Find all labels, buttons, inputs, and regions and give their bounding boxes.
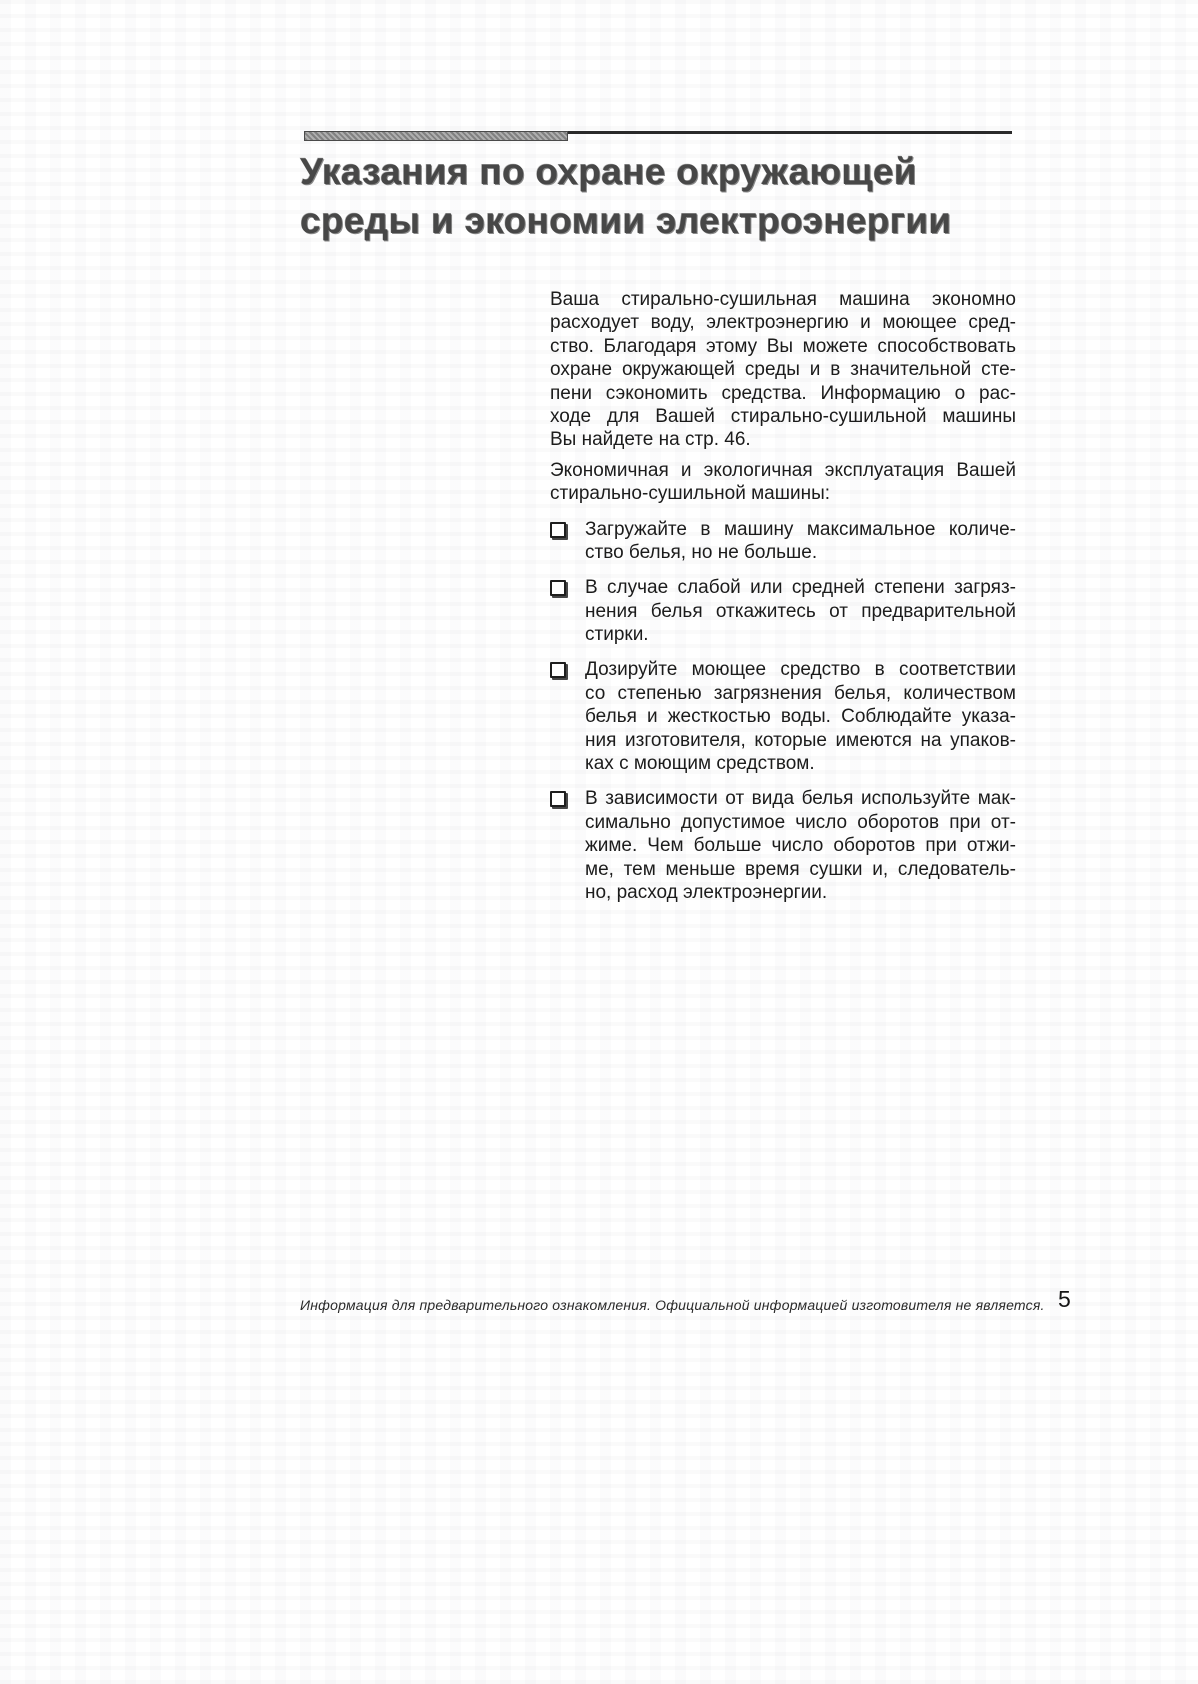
bullet-marker-cell [550, 576, 585, 646]
page-title-line-2: среды и экономии электроэнергии [300, 200, 952, 241]
bullet-text [585, 576, 1016, 646]
text-line: стирально-сушильной машины: [550, 483, 831, 505]
text-line: В случае слабой или средней степени загряз- [585, 577, 1016, 599]
text-line: Дозируйте моющее средство в соответствии [585, 659, 1016, 681]
text-line: пени сэкономить средства. Информацию о рас- [550, 382, 1016, 404]
bullet-square-icon [550, 580, 566, 596]
text-line: Вы найдете на стр. 46. [550, 429, 751, 451]
bullet-text [585, 518, 1016, 565]
bullet-text [585, 658, 1016, 775]
bullet-item [550, 576, 1016, 646]
text-line: ме, тем меньше время сушки и, следователь- [585, 858, 1016, 880]
text-line: ках с моющим средством. [585, 753, 815, 775]
text-line: ство. Благодаря этому Вы можете способствовать [550, 335, 1016, 357]
text-line: В зависимости от вида белья используйте мак- [585, 788, 1016, 810]
footer-disclaimer: Информация для предварительного ознакомления. Официальной информацией изготовителя не является. [300, 1297, 1045, 1313]
text-line: белья и жесткостью воды. Соблюдайте указа- [585, 706, 1016, 728]
body-column [550, 288, 1016, 904]
bullet-item [550, 787, 1016, 904]
bullet-item [550, 658, 1016, 775]
text-line: но, расход электроэнергии. [585, 881, 828, 903]
bullet-marker-cell [550, 787, 585, 904]
text-line: со степенью загрязнения белья, количеством [585, 682, 1016, 704]
header-rule-line [568, 131, 1012, 134]
bullet-text [585, 787, 1016, 904]
bullet-marker-cell [550, 518, 585, 565]
text-line: расходует воду, электроэнергию и моющее сред- [550, 312, 1016, 334]
bullet-square-icon [550, 662, 566, 678]
subheading-paragraph [550, 459, 1016, 506]
text-line: ство белья, но не больше. [585, 541, 818, 563]
text-line: ходе для Вашей стирально-сушильной машины [550, 405, 1016, 427]
page-title [300, 147, 951, 245]
bullet-square-icon [550, 791, 566, 807]
intro-paragraph [550, 288, 1016, 452]
bullet-square-icon [550, 522, 566, 538]
page-number: 5 [1058, 1286, 1071, 1312]
text-line: жиме. Чем больше число оборотов при отжи- [585, 835, 1016, 857]
bullet-marker-cell [550, 658, 585, 775]
page-title-line-1: Указания по охране окружающей [300, 151, 917, 192]
header-rule-bar [304, 131, 568, 141]
text-line: нения белья откажитесь от предварительной [585, 600, 1016, 622]
text-line: Загружайте в машину максимальное количе- [585, 518, 1016, 540]
text-line: Ваша стирально-сушильная машина экономно [550, 289, 1016, 310]
text-line: стирки. [585, 624, 649, 646]
text-line: ния изготовителя, которые имеются на упаков- [585, 729, 1016, 751]
text-line: Экономичная и экологичная эксплуатация Вашей [550, 459, 1016, 481]
bullet-item [550, 518, 1016, 565]
text-line: симально допустимое число оборотов при от- [585, 811, 1016, 833]
text-line: охране окружающей среды и в значительной сте- [550, 359, 1016, 381]
